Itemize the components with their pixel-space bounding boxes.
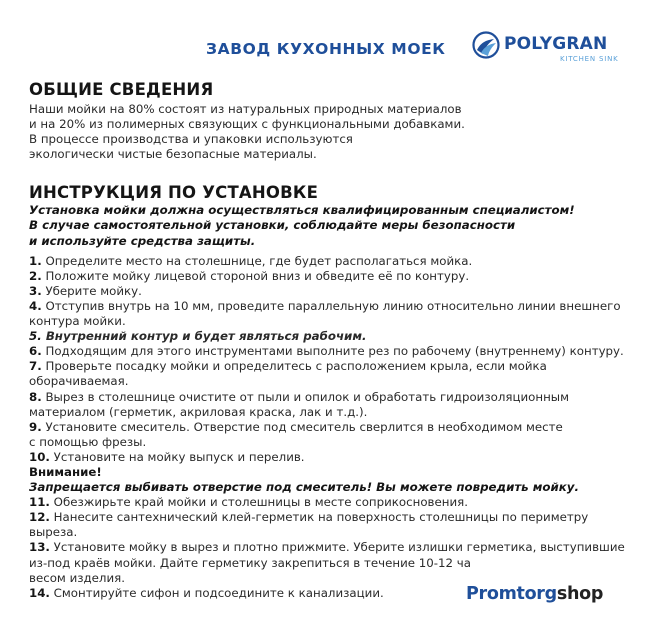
warning-line: и используйте средства защиты. [29,233,256,248]
step-item: 3. Уберите мойку. [29,283,142,298]
step-item: 4. Отступив внутрь на 10 мм, проведите параллельную линию относительно линии внешнего [29,298,621,313]
step-item: 9. Установите смеситель. Отверстие под смеситель сверлится в необходимом месте [29,419,563,434]
step-item-continued: оборачиваемая. [29,374,129,389]
install-section [29,183,629,600]
watermark-part1: Promtorg [466,584,557,604]
step-item-continued: из-под краёв мойки. Дайте герметику закрепиться в течение 10-12 ча [29,555,471,570]
general-line: Наши мойки на 80% состоят из натуральных природных материалов [29,102,462,116]
logo-subtitle: KITCHEN SINK [560,55,619,63]
step-item: 7. Проверьте посадку мойки и определитесь с расположением крыла, если мойка [29,359,547,374]
step-item: 10. Установите на мойку выпуск и перелив. [29,449,305,464]
promtorgshop-watermark [466,584,603,604]
warning-line: В случае самостоятельной установки, соблюдайте меры безопасности [29,218,516,233]
general-line: В процессе производства и упаковки используются [29,132,353,147]
wave-circle-icon [472,30,500,60]
logo-name: POLYGRAN [504,34,608,54]
step-item-continued: материалом (герметик, акриловая краска, лак и т.д.). [29,404,368,419]
general-line: и на 20% из полимерных связующих с функциональными добавками. [29,117,465,132]
step-item: 14. Смонтируйте сифон и подсоедините к канализации. [29,585,384,600]
step-item: 11. Обезжирьте край мойки и столешницы в месте соприкосновения. [29,495,468,510]
polygran-logo [472,28,622,68]
step-item: 2. Положите мойку лицевой стороной вниз и обведите её по контуру. [29,268,470,283]
general-line: экологически чистые безопасные материалы. [29,147,317,162]
step-item: 5. Внутренний контур и будет являться рабочим. [29,329,367,344]
step-item: 13. Установите мойку в вырез и плотно прижмите. Уберите излишки герметика, выступившие [29,540,625,555]
warning-line: Установка мойки должна осуществляться квалифицированным специалистом! [29,203,575,218]
step-item-continued: контура мойки. [29,314,126,329]
step-item: 1. Определите место на столешнице, где будет располагаться мойка. [29,253,473,268]
general-heading: ОБЩИЕ СВЕДЕНИЯ [29,80,214,99]
step-item-continued: с помощью фрезы. [29,434,147,449]
install-heading: ИНСТРУКЦИЯ ПО УСТАНОВКЕ [29,183,319,203]
step-item: 8. Вырез в столешнице очистите от пыли и опилок и обработать гидроизоляционным [29,389,570,404]
general-section [29,80,629,162]
step-item: 12. Нанесите сантехнический клей-герметик на поверхность столешницы по периметру [29,510,589,525]
document-body [29,80,629,601]
steps-list [29,254,629,601]
step-item-continued: выреза. [29,525,78,540]
watermark-part2: shop [556,584,604,604]
attention-text: Запрещается выбивать отверстие под смеситель! Вы можете повредить мойку. [29,480,579,495]
header-title: ЗАВОД КУХОННЫХ МОЕК [206,40,446,58]
attention-label: Внимание! [29,464,102,479]
step-item-continued: весом изделия. [29,570,125,585]
step-item: 6. Подходящим для этого инструментами выполните рез по рабочему (внутреннему) контуру. [29,344,624,359]
